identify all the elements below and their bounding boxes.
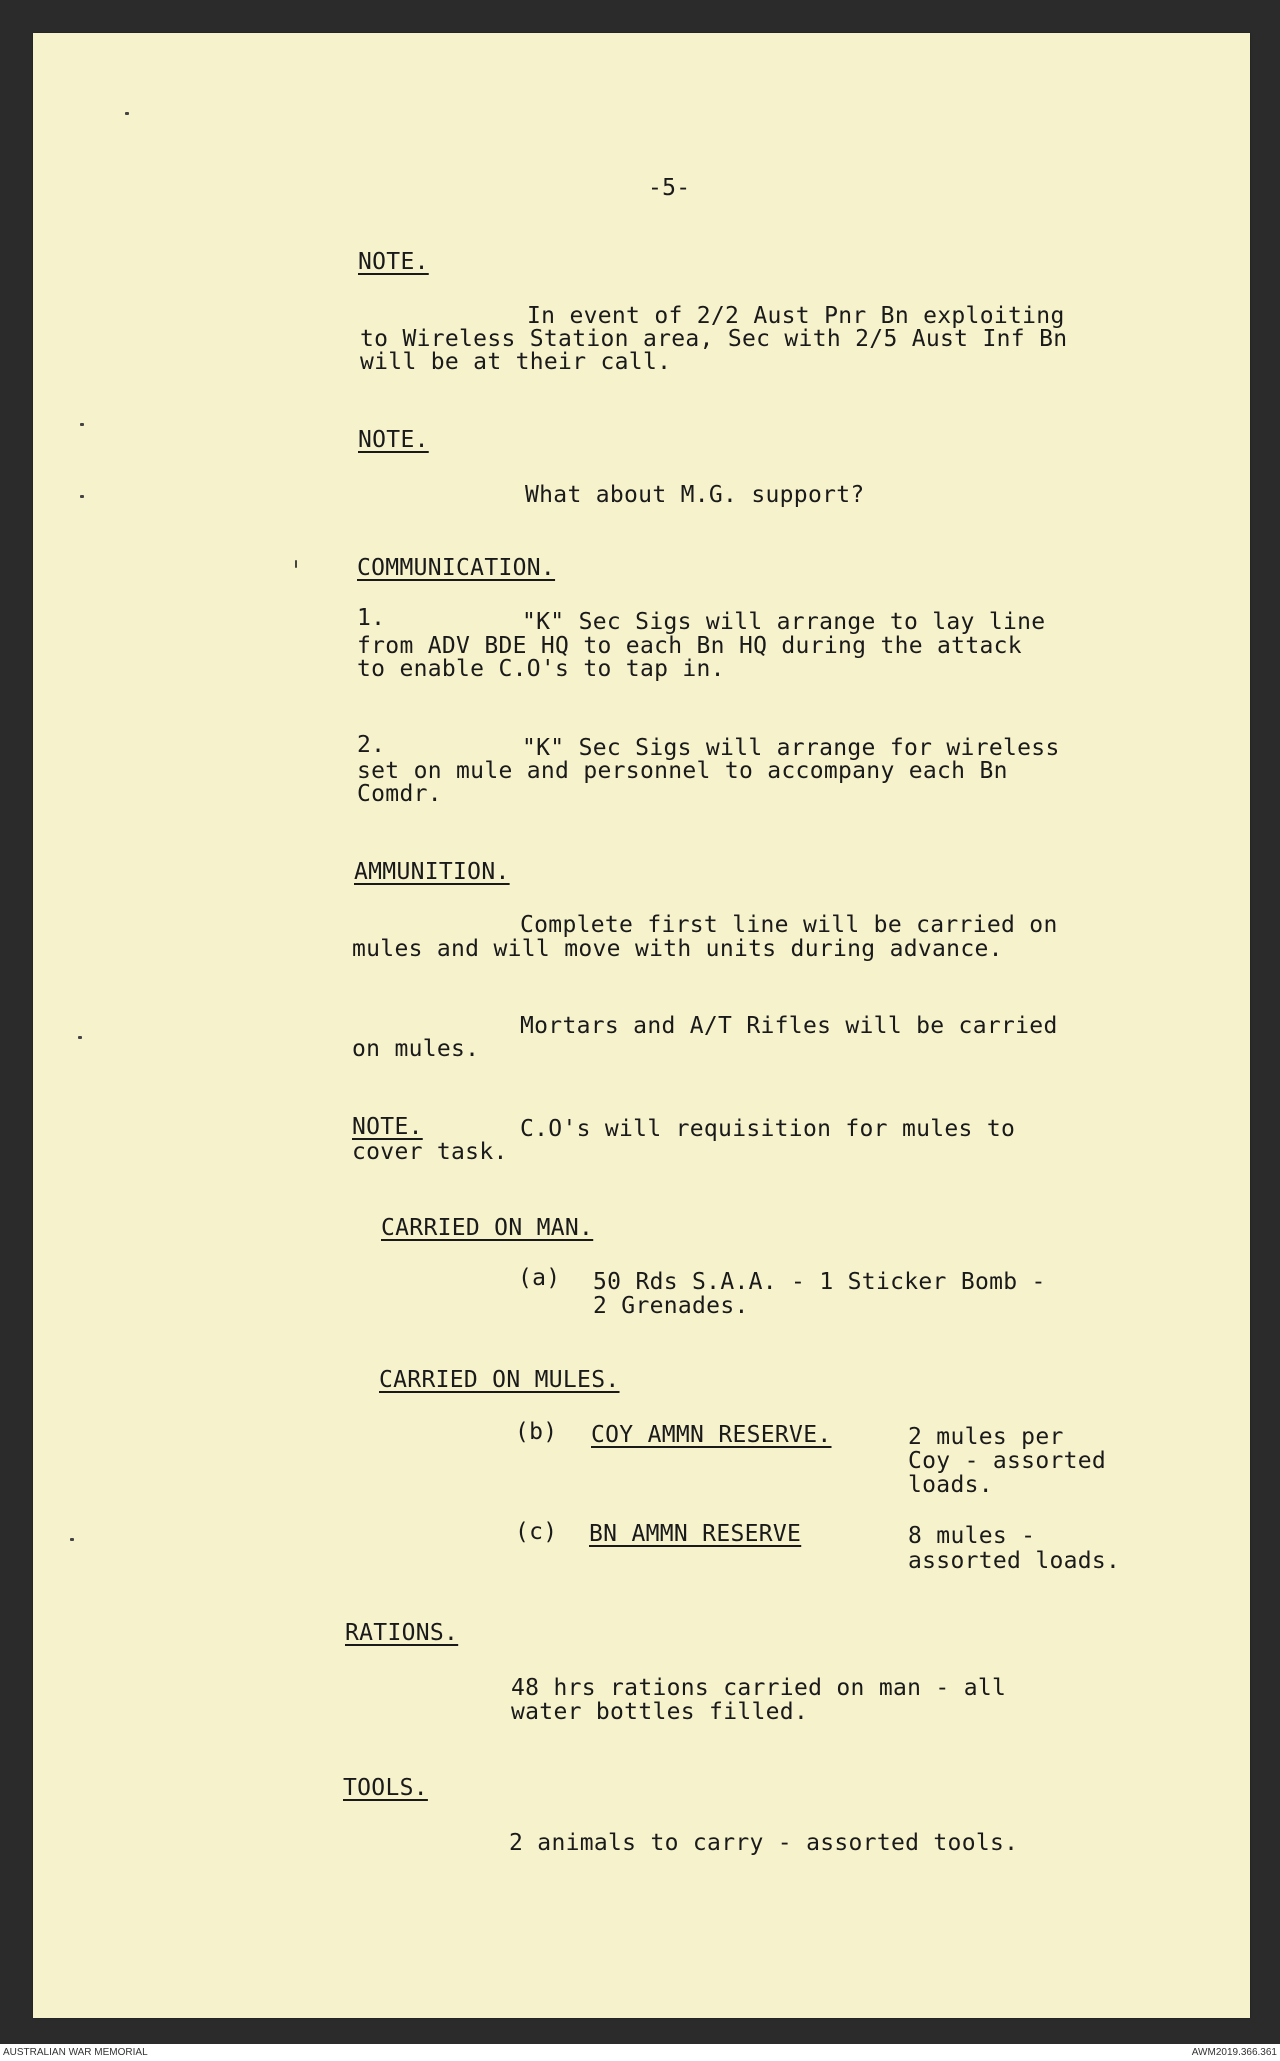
note-line: to Wireless Station area, Sec with 2/5 Aust Inf Bn xyxy=(360,326,1068,352)
footer-credit: AUSTRALIAN WAR MEMORIAL xyxy=(3,2047,148,2058)
section-heading-communication: COMMUNICATION. xyxy=(357,555,556,581)
margin-speck xyxy=(125,112,129,115)
mule-detail-line: loads. xyxy=(908,1472,993,1498)
mule-detail-line: 2 mules per xyxy=(908,1424,1064,1450)
subsection-heading-carried-on-man: CARRIED ON MAN. xyxy=(381,1215,594,1241)
margin-speck xyxy=(80,495,84,498)
communication-line: Comdr. xyxy=(357,781,442,807)
mule-detail-line: 8 mules - xyxy=(908,1523,1036,1549)
item-label: (a) xyxy=(518,1265,561,1291)
note-heading: NOTE. xyxy=(358,249,429,275)
carried-on-man-line: 2 Grenades. xyxy=(593,1293,749,1319)
margin-speck xyxy=(295,560,297,568)
ammunition-line: Mortars and A/T Rifles will be carried xyxy=(520,1013,1058,1039)
margin-speck xyxy=(80,423,84,426)
communication-line: "K" Sec Sigs will arrange for wireless xyxy=(522,735,1060,761)
communication-line: from ADV BDE HQ to each Bn HQ during the attack xyxy=(357,633,1022,659)
subsection-heading-carried-on-mules: CARRIED ON MULES. xyxy=(379,1367,620,1393)
footer-bar xyxy=(0,2044,1280,2061)
communication-line: set on mule and personnel to accompany each Bn xyxy=(357,758,1008,784)
tools-line: 2 animals to carry - assorted tools. xyxy=(509,1830,1019,1856)
section-heading-rations: RATIONS. xyxy=(345,1620,459,1646)
note-heading: NOTE. xyxy=(352,1114,423,1140)
note-line: C.O's will requisition for mules to xyxy=(520,1116,1016,1142)
margin-speck xyxy=(70,1538,74,1541)
coy-ammn-reserve-label: COY AMMN RESERVE. xyxy=(591,1422,832,1448)
rations-line: water bottles filled. xyxy=(511,1699,809,1725)
margin-speck xyxy=(78,1036,82,1039)
item-label: (b) xyxy=(515,1419,558,1445)
footer-catalogue-number: AWM2019.366.361 xyxy=(1191,2047,1277,2058)
mule-detail-line: assorted loads. xyxy=(908,1548,1121,1574)
bn-ammn-reserve-label: BN AMMN RESERVE xyxy=(589,1521,802,1547)
ammunition-line: on mules. xyxy=(352,1036,480,1062)
item-label: (c) xyxy=(515,1519,558,1545)
ammunition-line: Complete first line will be carried on xyxy=(520,912,1058,938)
note-heading: NOTE. xyxy=(358,427,429,453)
note-line: cover task. xyxy=(352,1139,508,1165)
carried-on-man-line: 50 Rds S.A.A. - 1 Sticker Bomb - xyxy=(593,1269,1046,1295)
ammunition-line: mules and will move with units during advance. xyxy=(352,936,1003,962)
communication-line: "K" Sec Sigs will arrange to lay line xyxy=(522,609,1046,635)
note-line: In event of 2/2 Aust Pnr Bn exploiting xyxy=(527,303,1065,329)
page-number: -5- xyxy=(648,175,691,201)
rations-line: 48 hrs rations carried on man - all xyxy=(511,1675,1007,1701)
note-text: What about M.G. support? xyxy=(525,482,865,508)
item-number: 1. xyxy=(357,605,386,631)
note-line: will be at their call. xyxy=(360,349,672,375)
item-number: 2. xyxy=(357,732,386,758)
mule-detail-line: Coy - assorted xyxy=(908,1448,1107,1474)
section-heading-ammunition: AMMUNITION. xyxy=(354,859,510,885)
communication-line: to enable C.O's to tap in. xyxy=(357,656,725,682)
section-heading-tools: TOOLS. xyxy=(343,1775,428,1801)
